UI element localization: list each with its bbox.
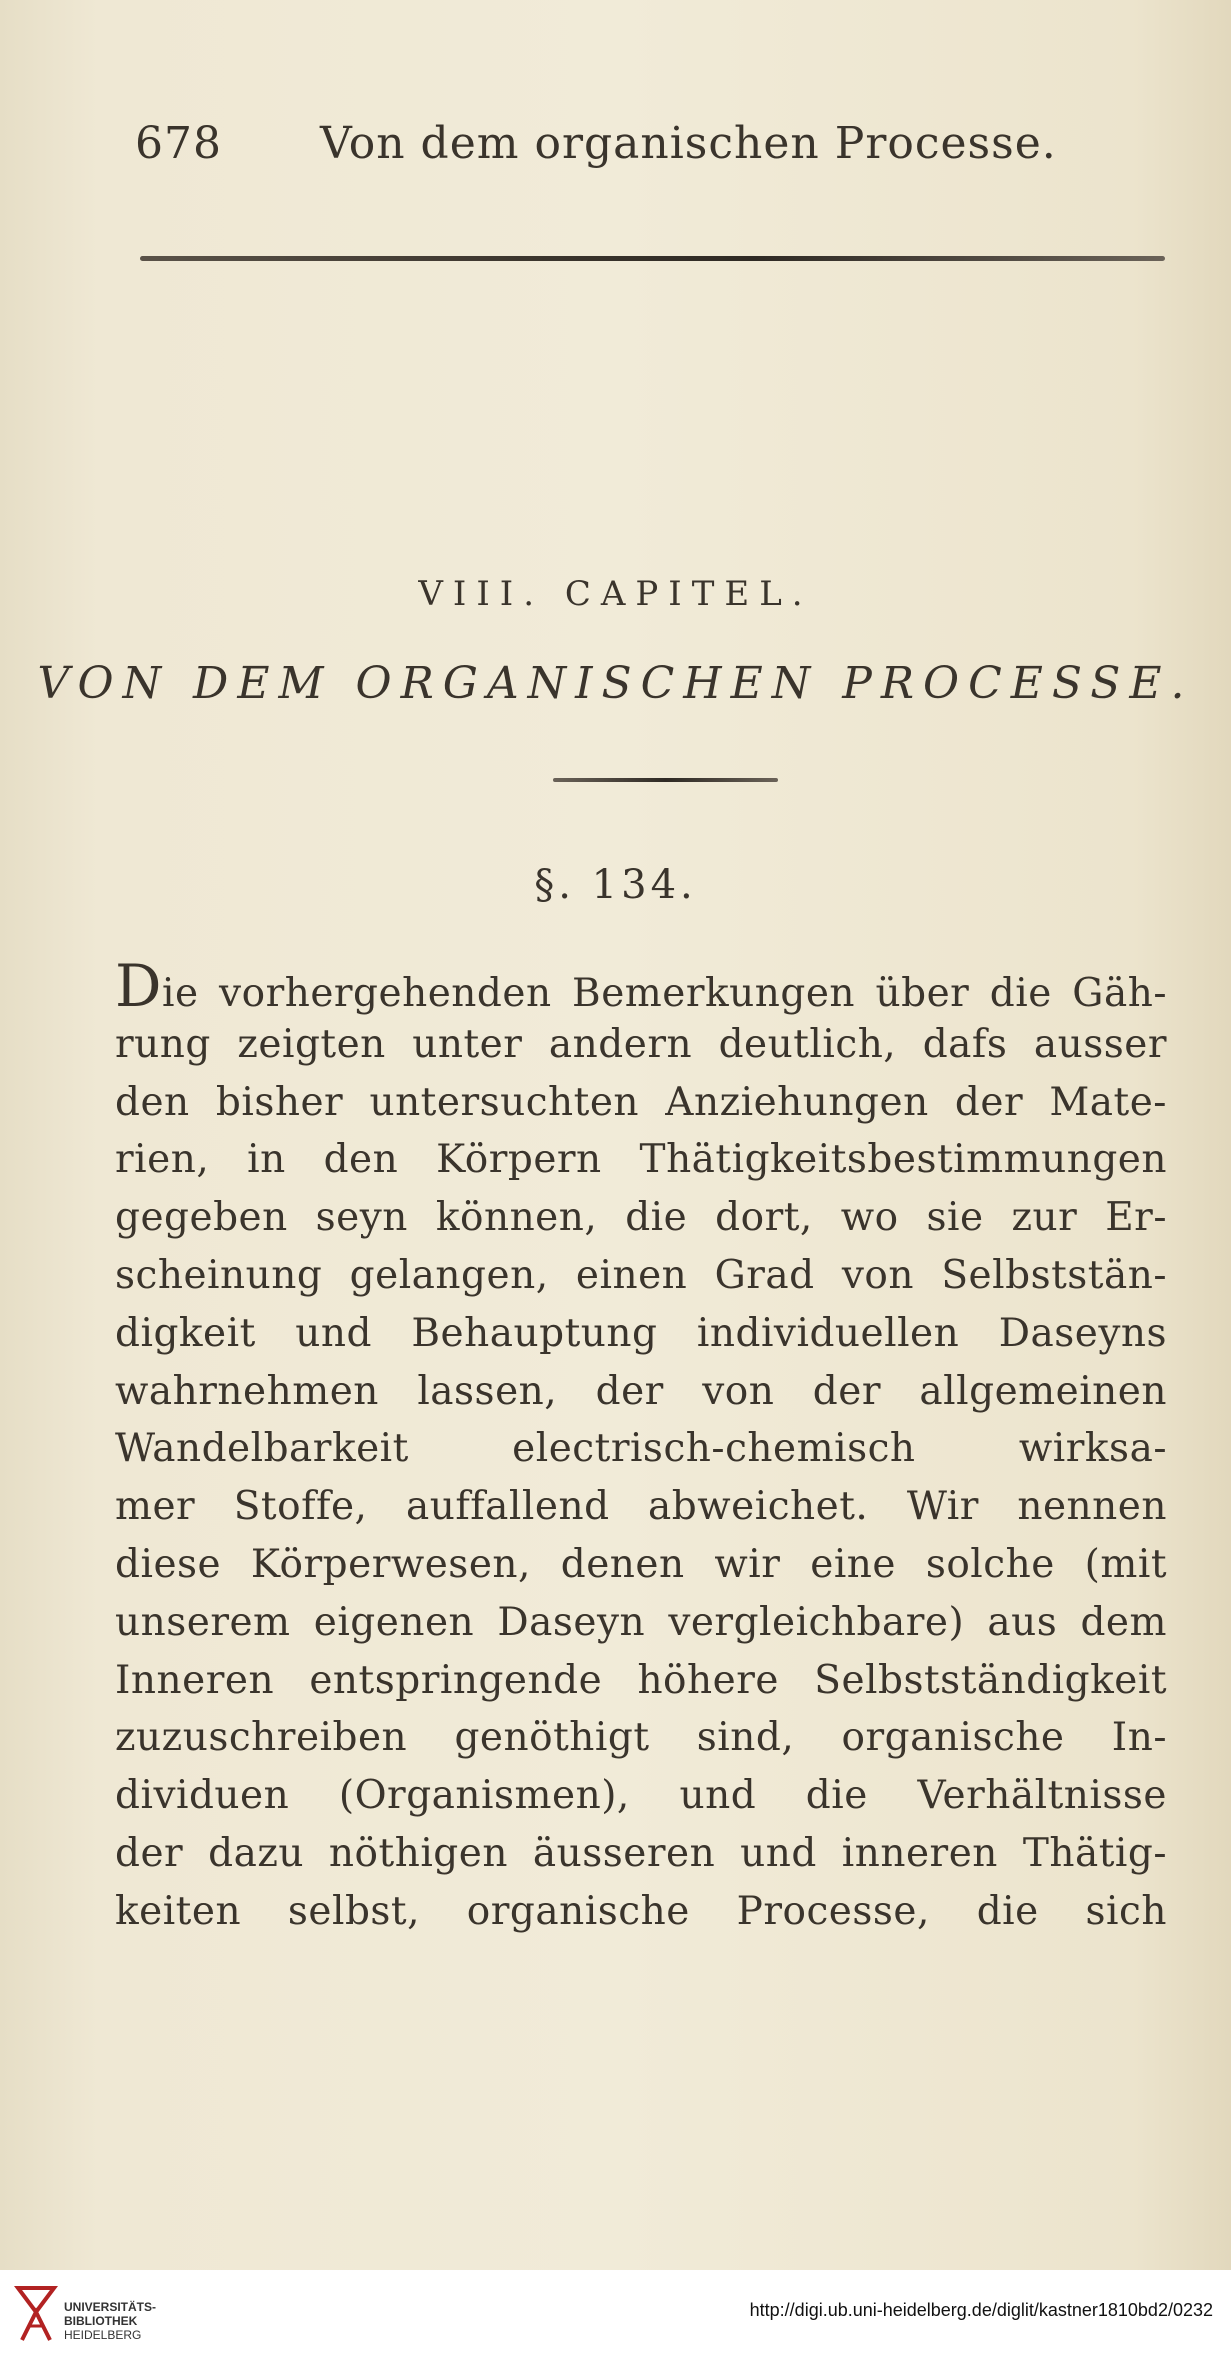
chapter-title: VON DEM ORGANISCHEN PROCESSE. — [37, 658, 1194, 709]
running-head — [135, 118, 1135, 169]
library-name — [64, 2300, 156, 2342]
text-line: Wandelbarkeit electrisch-chemisch wirksa- — [115, 1426, 1167, 1472]
text-line: Inneren entspringende höhere Selbstständigkeit — [115, 1657, 1167, 1703]
text-line: rung zeigten unter andern deutlich, dafs ausser — [115, 1021, 1167, 1067]
section-divider — [553, 778, 778, 782]
text-line: dividuen (Organismen), und die Verhältnisse — [115, 1773, 1167, 1819]
text-line: rien, in den Körpern Thätigkeitsbestimmungen — [115, 1137, 1167, 1183]
body-text — [115, 952, 1167, 1941]
text-line: zuzuschreiben genöthigt sind, organische In- — [115, 1715, 1167, 1761]
text-line: digkeit und Behauptung individuellen Daseyns — [115, 1310, 1167, 1356]
viewer-footer — [0, 2270, 1231, 2360]
section-number: §. 134. — [534, 862, 697, 908]
library-name-line: BIBLIOTHEK — [64, 2314, 138, 2328]
page-number: 678 — [135, 118, 222, 169]
text-line: unserem eigenen Daseyn vergleichbare) aus dem — [115, 1599, 1167, 1645]
chapter-label: VIII. CAPITEL. — [418, 574, 813, 614]
text-line: den bisher untersuchten Anziehungen der Mate- — [115, 1079, 1167, 1125]
text-line: wahrnehmen lassen, der von der allgemeinen — [115, 1368, 1167, 1414]
text-line: gegeben seyn können, die dort, wo sie zur Er- — [115, 1195, 1167, 1241]
library-name-line: UNIVERSITÄTS- — [64, 2300, 157, 2314]
library-logo-icon[interactable] — [14, 2282, 58, 2346]
text-line: diese Körperwesen, denen wir eine solche (mit — [115, 1541, 1167, 1587]
library-name-line: HEIDELBERG — [64, 2328, 142, 2342]
running-title: Von dem organischen Processe. — [320, 118, 1057, 169]
text-line: der dazu nöthigen äusseren und inneren Thätig- — [115, 1830, 1167, 1876]
text-line: mer Stoffe, auffallend abweichet. Wir nennen — [115, 1484, 1167, 1530]
text-line: Die vorhergehenden Bemerkungen über die Gäh- — [115, 952, 1167, 1020]
text-line: scheinung gelangen, einen Grad von Selbststän- — [115, 1252, 1167, 1298]
header-rule — [140, 256, 1165, 261]
permalink-url[interactable]: http://digi.ub.uni-heidelberg.de/diglit/kastner1810bd2/0232 — [749, 2300, 1213, 2320]
text-line: keiten selbst, organische Processe, die sich — [115, 1888, 1167, 1934]
